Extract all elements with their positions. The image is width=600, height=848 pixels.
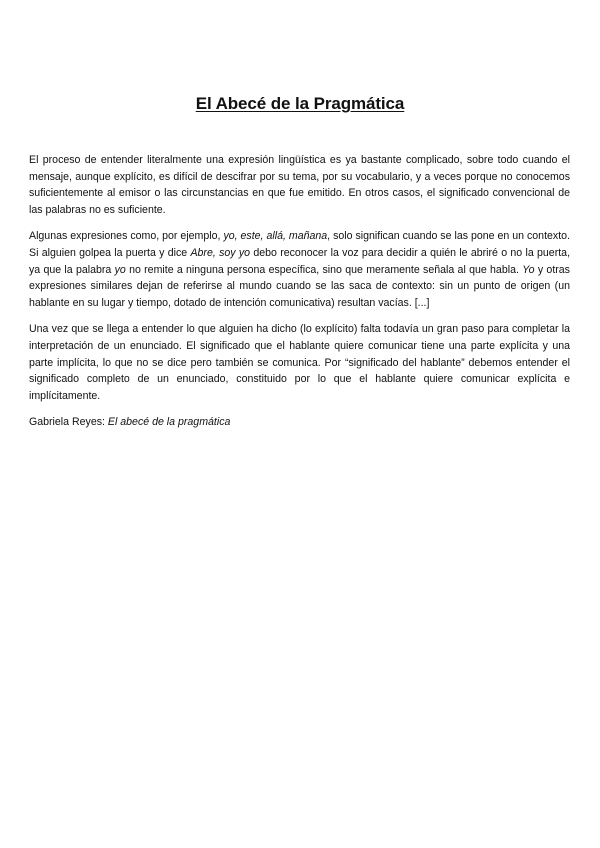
paragraph-text: Algunas expresiones como, por ejemplo, [29,230,224,243]
paragraph-text: Una vez que se llega a entender lo que alguien ha dicho (lo explícito) falta todavía un gran paso para completar la interpretación de un enunciado. El significado que el hablante quiere comunicar tiene una parte explícita y una parte implícita, lo que no se dice pero también se comunica. Por “significado del hablante” debemos entender el significado completo de un enunciado, constituido por lo que el hablante quiere comunicar explícita e implícitamente. [29,323,570,402]
attribution-author: Gabriela Reyes: [29,416,108,429]
italic-quote: Abre, soy yo [190,246,251,259]
italic-word: Yo [522,263,535,276]
paragraph-1 [29,152,570,218]
paragraph-text: no remite a ninguna persona específica, sino que meramente señala al que habla. [125,263,523,276]
paragraph-3 [29,321,570,404]
paragraph-text: y otras expresiones similares dejan de referirse al mundo cuando se las saca de contexto: sin un punto de origen (un hablante en su lugar y tiempo, dotado de intención comunicativa) resultan vacías. [...] [29,263,570,309]
document-title: El Abecé de la Pragmática [195,94,405,113]
document-body [29,152,570,441]
paragraph-2 [29,228,570,311]
paragraph-text: debo reconocer la voz para decidir a quién le abriré o no la puerta, ya que la palabra [29,246,571,276]
paragraph-text: El proceso de entender literalmente una expresión lingüística es ya bastante complicado, sobre todo cuando el mensaje, aunque explícito, es difícil de descifrar por su tema, por su vocabulario, y a veces porque no conocemos suficientemente al emisor o las circunstancias en que fue emitido. En otros casos, el significado convencional de las palabras no es suficiente. [29,154,570,216]
attribution [29,414,570,431]
attribution-work: El abecé de la pragmática [107,416,231,429]
italic-word: yo [114,263,126,276]
italic-examples: yo, este, allá, mañana [223,230,328,243]
paragraph-text: , solo significan cuando se las pone en un contexto. Si alguien golpea la puerta y dice [29,230,570,259]
